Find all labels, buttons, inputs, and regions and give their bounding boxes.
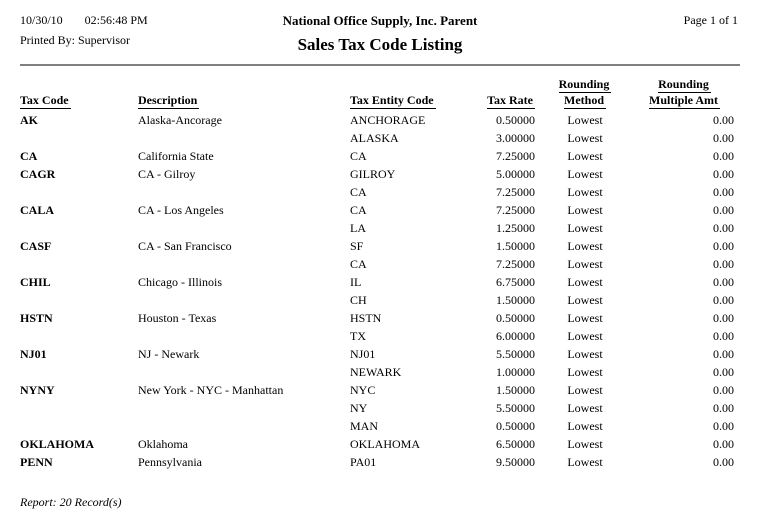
cell-rounding-multiple-amt: 0.00 [713,328,734,343]
table-row [0,237,760,255]
cell-rounding-multiple-amt: 0.00 [713,166,734,181]
cell-tax-rate: 0.50000 [496,418,535,433]
cell-tax-code: HSTN [20,310,53,325]
cell-entity-code: CH [350,292,367,307]
cell-entity-code: ANCHORAGE [350,112,426,127]
cell-rounding-method: Lowest [567,346,603,361]
cell-rounding-multiple-amt: 0.00 [713,220,734,235]
col-header-entity-code: Tax Entity Code [350,93,434,107]
cell-description: California State [138,148,214,163]
table-row [0,399,760,417]
cell-rounding-method: Lowest [567,274,603,289]
table-row [0,453,760,471]
cell-tax-rate: 1.50000 [496,238,535,253]
cell-tax-code [0,327,138,345]
cell-rounding-method: Lowest [567,112,603,127]
cell-rounding-multiple-amt: 0.00 [713,364,734,379]
cell-tax-code: NJ01 [20,346,47,361]
cell-entity-code: CA [350,202,367,217]
cell-description: Houston - Texas [138,310,217,325]
cell-rounding-multiple-amt: 0.00 [713,256,734,271]
cell-rounding-method: Lowest [567,184,603,199]
cell-tax-code [0,363,138,381]
cell-description: CA - Los Angeles [138,202,224,217]
cell-tax-rate: 7.25000 [496,148,535,163]
cell-entity-code: OKLAHOMA [350,436,420,451]
cell-entity-code: PA01 [350,454,377,469]
cell-rounding-multiple-amt: 0.00 [713,202,734,217]
cell-entity-code: NEWARK [350,364,402,379]
table-row [0,219,760,237]
cell-tax-code [0,183,138,201]
cell-entity-code: LA [350,220,366,235]
col-header-tax-rate: Tax Rate [487,93,533,107]
cell-rounding-multiple-amt: 0.00 [713,112,734,127]
cell-description [138,417,348,435]
col-header-rounding-multiple: Rounding Multiple Amt [649,77,718,107]
cell-tax-code: CASF [20,238,52,253]
print-time: 02:56:48 PM [84,13,148,27]
table-row [0,111,760,129]
cell-tax-rate: 1.00000 [496,364,535,379]
cell-entity-code: HSTN [350,310,382,325]
report-header-line2 [0,33,760,57]
cell-rounding-method: Lowest [567,436,603,451]
cell-rounding-method: Lowest [567,238,603,253]
cell-tax-rate: 3.00000 [496,130,535,145]
cell-entity-code: NY [350,400,368,415]
cell-description: Chicago - Illinois [138,274,222,289]
table-row [0,363,760,381]
report-title: Sales Tax Code Listing [297,35,463,54]
cell-description [138,183,348,201]
cell-description [138,363,348,381]
cell-entity-code: TX [350,328,366,343]
cell-tax-code [0,291,138,309]
col-header-rounding-method: Rounding Method [558,77,610,107]
cell-rounding-multiple-amt: 0.00 [713,418,734,433]
cell-entity-code: GILROY [350,166,396,181]
cell-tax-rate: 7.25000 [496,184,535,199]
col-header-tax-code: Tax Code [20,93,69,107]
cell-tax-code: CHIL [20,274,51,289]
cell-rounding-method: Lowest [567,292,603,307]
cell-tax-rate: 1.25000 [496,220,535,235]
tax-code-table [0,76,760,471]
cell-rounding-multiple-amt: 0.00 [713,292,734,307]
cell-entity-code: ALASKA [350,130,399,145]
cell-description [138,327,348,345]
header-divider [20,64,740,66]
cell-rounding-method: Lowest [567,400,603,415]
table-row [0,435,760,453]
cell-rounding-method: Lowest [567,310,603,325]
cell-rounding-method: Lowest [567,166,603,181]
cell-tax-code: CALA [20,202,55,217]
table-row [0,345,760,363]
cell-rounding-method: Lowest [567,382,603,397]
cell-tax-rate: 7.25000 [496,256,535,271]
cell-rounding-method: Lowest [567,148,603,163]
cell-rounding-multiple-amt: 0.00 [713,130,734,145]
cell-tax-code [0,219,138,237]
cell-rounding-multiple-amt: 0.00 [713,400,734,415]
cell-entity-code: NJ01 [350,346,376,361]
table-row [0,381,760,399]
cell-entity-code: NYC [350,382,376,397]
cell-rounding-method: Lowest [567,364,603,379]
cell-tax-code [0,417,138,435]
cell-rounding-multiple-amt: 0.00 [713,274,734,289]
cell-rounding-method: Lowest [567,202,603,217]
cell-entity-code: CA [350,148,367,163]
table-row [0,183,760,201]
cell-tax-code: CAGR [20,166,56,181]
cell-tax-code [0,129,138,147]
cell-tax-rate: 6.00000 [496,328,535,343]
cell-tax-code: NYNY [20,382,55,397]
cell-description: Pennsylvania [138,454,202,469]
cell-entity-code: MAN [350,418,379,433]
cell-rounding-multiple-amt: 0.00 [713,436,734,451]
table-row [0,273,760,291]
cell-description [138,219,348,237]
cell-tax-code: OKLAHOMA [20,436,94,451]
table-row [0,417,760,435]
cell-description: Alaska-Ancorage [138,112,222,127]
cell-tax-code: AK [20,112,38,127]
cell-rounding-multiple-amt: 0.00 [713,184,734,199]
cell-description: CA - San Francisco [138,238,232,253]
cell-rounding-method: Lowest [567,454,603,469]
cell-rounding-multiple-amt: 0.00 [713,346,734,361]
cell-tax-rate: 6.75000 [496,274,535,289]
table-header-row [0,76,760,111]
table-row [0,165,760,183]
cell-description [138,399,348,417]
cell-rounding-multiple-amt: 0.00 [713,454,734,469]
cell-rounding-method: Lowest [567,328,603,343]
cell-rounding-method: Lowest [567,418,603,433]
cell-rounding-method: Lowest [567,220,603,235]
cell-entity-code: SF [350,238,364,253]
cell-tax-code: CA [20,148,38,163]
cell-rounding-multiple-amt: 0.00 [713,382,734,397]
cell-description: NJ - Newark [138,346,200,361]
cell-description: CA - Gilroy [138,166,196,181]
cell-rounding-multiple-amt: 0.00 [713,238,734,253]
cell-entity-code: IL [350,274,362,289]
cell-rounding-method: Lowest [567,256,603,271]
cell-rounding-multiple-amt: 0.00 [713,148,734,163]
page-indicator: Page 1 of 1 [683,13,738,27]
print-date: 10/30/10 [20,13,63,27]
col-header-description: Description [138,93,198,107]
cell-tax-rate: 9.50000 [496,454,535,469]
table-row [0,255,760,273]
cell-description: New York - NYC - Manhattan [138,382,284,397]
cell-tax-rate: 5.50000 [496,400,535,415]
cell-tax-rate: 0.50000 [496,310,535,325]
cell-entity-code: CA [350,184,367,199]
cell-description [138,291,348,309]
report-header-line1 [0,13,760,29]
cell-entity-code: CA [350,256,367,271]
table-row [0,309,760,327]
table-row [0,129,760,147]
cell-tax-rate: 6.50000 [496,436,535,451]
cell-tax-rate: 0.50000 [496,112,535,127]
cell-tax-rate: 1.50000 [496,382,535,397]
cell-tax-rate: 5.50000 [496,346,535,361]
cell-tax-rate: 1.50000 [496,292,535,307]
cell-tax-code [0,399,138,417]
cell-tax-code: PENN [20,454,53,469]
table-row [0,147,760,165]
cell-tax-code [0,255,138,273]
table-row [0,201,760,219]
cell-rounding-method: Lowest [567,130,603,145]
cell-tax-rate: 5.00000 [496,166,535,181]
cell-description: Oklahoma [138,436,188,451]
table-row [0,327,760,345]
cell-description [138,255,348,273]
company-name: National Office Supply, Inc. Parent [282,13,478,28]
table-body [0,111,760,471]
printed-by: Printed By: Supervisor [20,33,130,47]
cell-tax-rate: 7.25000 [496,202,535,217]
cell-description [138,129,348,147]
cell-rounding-multiple-amt: 0.00 [713,310,734,325]
table-row [0,291,760,309]
record-count: Report: 20 Record(s) [20,495,122,509]
